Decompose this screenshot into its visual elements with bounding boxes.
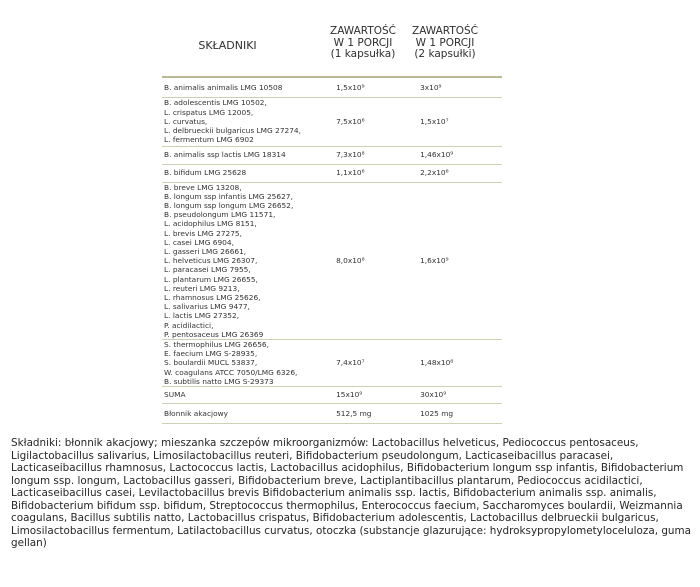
table-row	[162, 339, 502, 386]
header-line: W 1 PORCJI	[415, 36, 475, 49]
content-1-capsule-cell: 7,5x10⁶	[336, 97, 420, 146]
composition-table-body	[162, 77, 502, 423]
header-content-2-capsules	[404, 26, 486, 61]
strain-name: B. longum ssp longum LMG 26652,	[164, 200, 294, 210]
content-2-capsules-cell: 1025 mg	[420, 403, 502, 423]
strain-name: L. gasseri LMG 26661,	[164, 246, 247, 256]
strain-name: L. curvatus,	[164, 116, 208, 126]
content-2-capsules-cell: 2,2x10⁶	[420, 164, 502, 182]
content-2-capsules-cell: 1,6x10⁹	[420, 182, 502, 339]
content-1-capsule-cell: 1,5x10⁹	[336, 77, 420, 97]
strain-name: L. plantarum LMG 26655,	[164, 274, 258, 284]
strain-name: SUMA	[164, 390, 186, 400]
strain-name: L. acidophilus LMG 8151,	[164, 219, 257, 229]
table-row	[162, 403, 502, 423]
content-1-capsule-cell: 7,3x10⁸	[336, 146, 420, 164]
strain-name: L. reuteri LMG 9213,	[164, 283, 240, 293]
strain-names-cell	[162, 164, 336, 182]
strain-name: L. brevis LMG 27275,	[164, 228, 242, 238]
header-content-1-capsule	[322, 26, 404, 61]
strain-names-cell	[162, 182, 336, 339]
strain-name: L. rhamnosus LMG 25626,	[164, 292, 261, 302]
content-2-capsules-cell: 30x10⁹	[420, 386, 502, 403]
table-row	[162, 182, 502, 339]
strain-name: L. paracasei LMG 7955,	[164, 265, 251, 275]
strain-name: B. adolescentis LMG 10502,	[164, 98, 267, 108]
content-2-capsules-cell: 3x10⁹	[420, 77, 502, 97]
header-ingredients: SKŁADNIKI	[198, 39, 257, 52]
strain-name: S. boulardii MUCL 53837,	[164, 358, 258, 368]
header-line: W 1 PORCJI	[333, 36, 393, 49]
strain-names-cell	[162, 386, 336, 403]
content-1-capsule-cell: 7,4x10⁷	[336, 339, 420, 386]
strain-name: P. pentosaceus LMG 26369	[164, 329, 264, 339]
header-line: (1 kapsułka)	[330, 48, 396, 60]
strain-names-cell	[162, 403, 336, 423]
content-1-capsule-cell: 512,5 mg	[336, 403, 420, 423]
strain-name: B. subtilis natto LMG S-29373	[164, 376, 274, 386]
table-row	[162, 146, 502, 164]
table-row	[162, 164, 502, 182]
strain-name: E. faecium LMG S-28935,	[164, 349, 258, 359]
strain-name: B. longum ssp infantis LMG 25627,	[164, 191, 293, 201]
header-line: ZAWARTOŚĆ	[412, 25, 478, 37]
strain-name: B. animalis ssp lactis LMG 18314	[164, 150, 286, 160]
table-row	[162, 77, 502, 97]
strain-name: L. casei LMG 6904,	[164, 237, 234, 247]
header-line: ZAWARTOŚĆ	[330, 25, 396, 37]
table-row	[162, 97, 502, 146]
strain-name: L. delbrueckii bulgaricus LMG 27274,	[164, 126, 301, 136]
ingredients-paragraph: Składniki: błonnik akacjowy; mieszanka szczepów mikroorganizmów: Lactobacillus helveticus, Pediococcus pentosaceus, Ligilactobacillus salivarius, Limosilactobacillus reuteri, Bifidobacterium pseudolongum, Lacticaseibacillus paracasei, Lacticaseibacillus rhamnosus, Lactococcus lactis, Lactobacillus acidophilus, Bifidobacterium longum ssp infantis, Bifidobacterium longum ssp. longum, Lactobacillus gasseri, Bifidobacterium breve, Lactiplantibacillus plantarum, Pediococcus acidilactici, Lacticaseibacillus casei, Levilactobacillus brevis Bifidobacterium animalis ssp. lactis, Bifidobacterium animalis ssp. animalis, Bifidobacterium bifidum ssp. bifidum, Streptococcus thermophilus, Enterococcus faecium, Saccharomyces boulardii, Weizmannia coagulans, Bacillus subtilis natto, Lactobacillus crispatus, Bifidobacterium adolescentis, Lactobacillus delbrueckii bulgaricus, Limosilactobacillus fermentum, Latilactobacillus curvatus, otoczka (substancje glazurujące: hydroksypropylometyloceluloza, guma gellan)	[11, 437, 691, 549]
content-2-capsules-cell: 1,5x10⁷	[420, 97, 502, 146]
strain-name: B. bifidum LMG 25628	[164, 168, 247, 178]
strain-name: W. coagulans ATCC 7050/LMG 6326,	[164, 367, 298, 377]
strain-name: P. acidilactici,	[164, 320, 214, 330]
content-1-capsule-cell: 8,0x10⁸	[336, 182, 420, 339]
strain-name: L. crispatus LMG 12005,	[164, 107, 254, 117]
strain-names-cell	[162, 339, 336, 386]
strain-name: Błonnik akacjowy	[164, 408, 229, 418]
header-line: (2 kapsułki)	[414, 48, 476, 60]
strain-name: L. salivarius LMG 9477,	[164, 302, 250, 312]
strain-name: B. animalis animalis LMG 10508	[164, 82, 283, 92]
content-1-capsule-cell: 1,1x10⁶	[336, 164, 420, 182]
strain-name: L. helveticus LMG 26307,	[164, 256, 258, 266]
strain-names-cell	[162, 146, 336, 164]
strain-names-cell	[162, 77, 336, 97]
content-1-capsule-cell: 15x10⁹	[336, 386, 420, 403]
strain-names-cell	[162, 97, 336, 146]
strain-name: L. lactis LMG 27352,	[164, 311, 240, 321]
strain-name: S. thermophilus LMG 26656,	[164, 339, 269, 349]
composition-table	[162, 76, 502, 424]
content-2-capsules-cell: 1,46x10⁹	[420, 146, 502, 164]
strain-name: L. fermentum LMG 6902	[164, 135, 254, 145]
content-2-capsules-cell: 1,48x10⁸	[420, 339, 502, 386]
strain-name: B. breve LMG 13208,	[164, 182, 242, 192]
table-row	[162, 386, 502, 403]
strain-name: B. pseudolongum LMG 11571,	[164, 210, 276, 220]
